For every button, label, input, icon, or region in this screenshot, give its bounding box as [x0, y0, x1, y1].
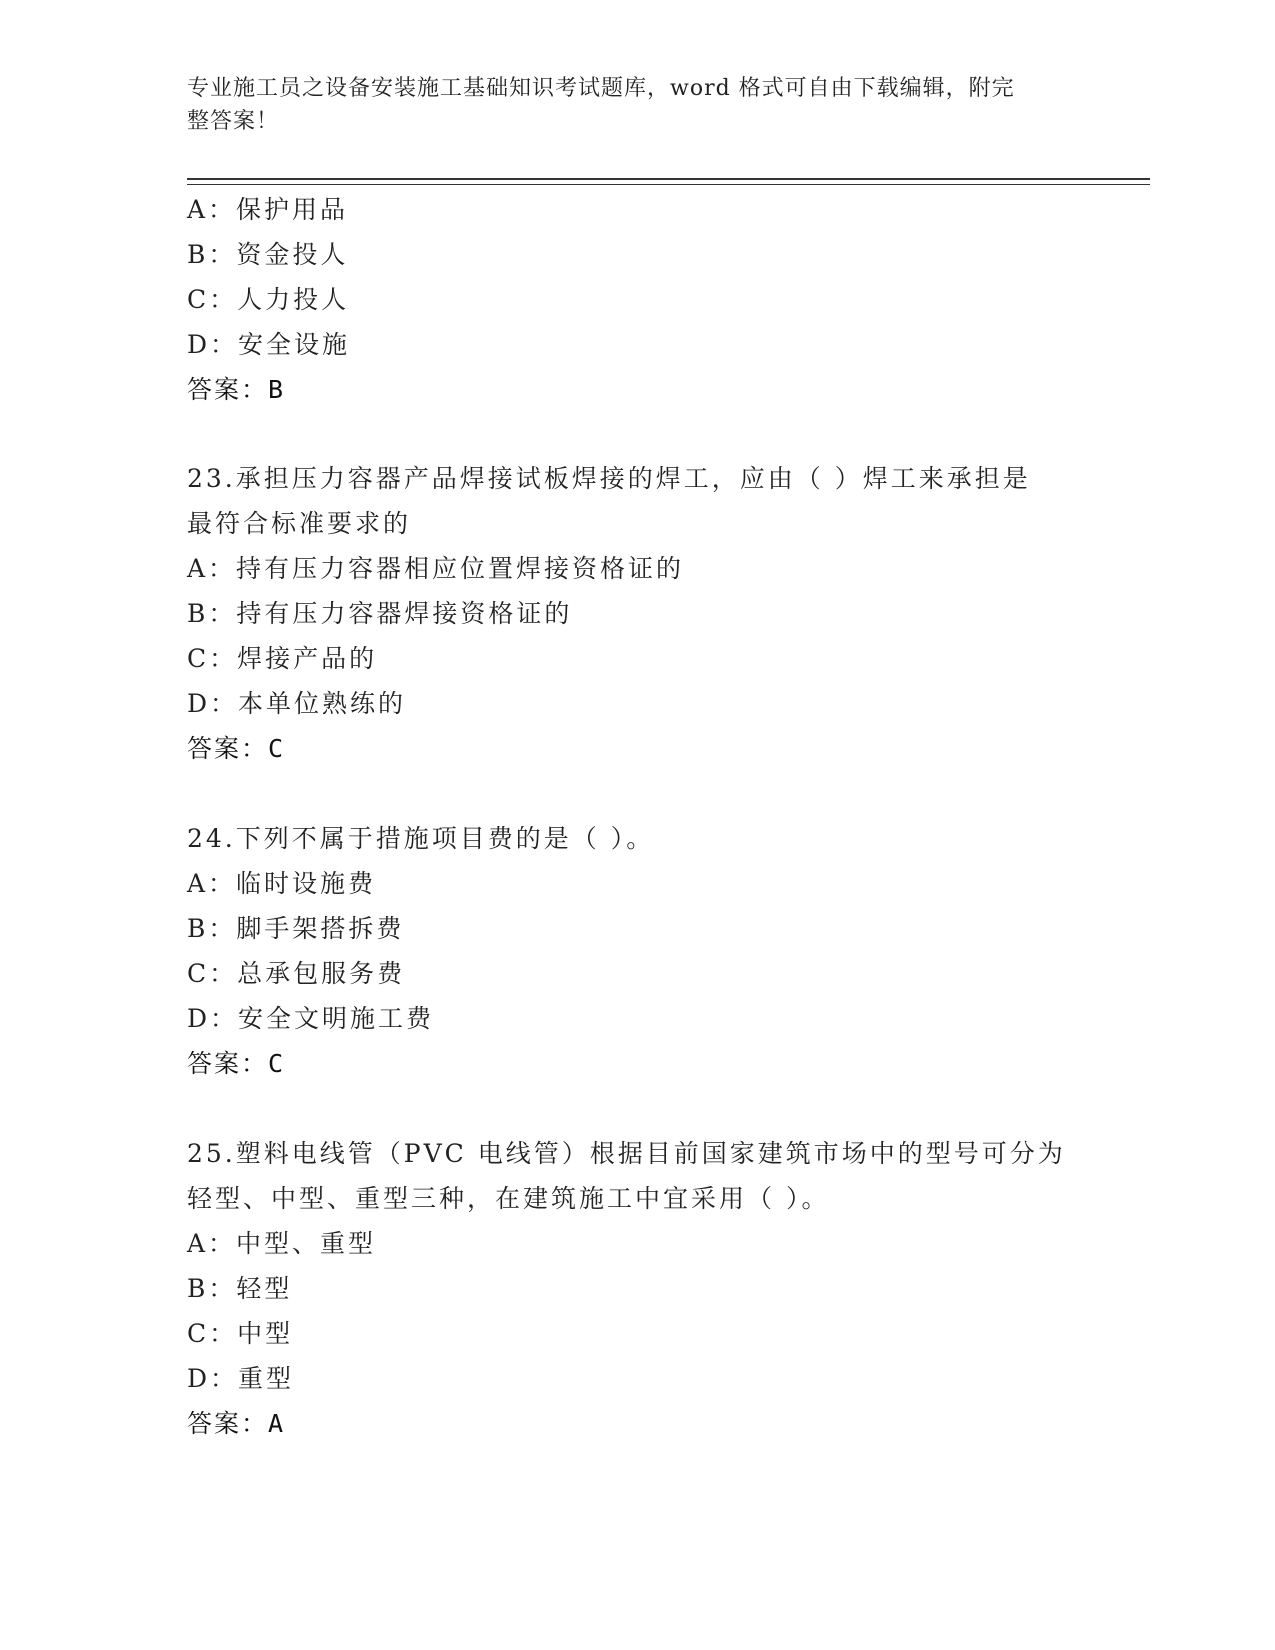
q22-option-d: D：安全设施: [187, 330, 351, 359]
q25-option-c: C：中型: [187, 1319, 294, 1348]
q23-stem-line-1: 23.承担压力容器产品焊接试板焊接的焊工，应由（ ）焊工来承担是: [187, 464, 1031, 493]
q24-stem-line-1: 24.下列不属于措施项目费的是（ ）。: [187, 824, 655, 853]
header-line-1: 专业施工员之设备安装施工基础知识考试题库，word 格式可自由下载编辑，附完: [187, 76, 1015, 101]
page-header: [187, 72, 1067, 138]
q25-answer: 答案：A: [187, 1409, 286, 1438]
q24-answer: 答案：C: [187, 1049, 286, 1078]
q25-option-d: D：重型: [187, 1364, 295, 1393]
q25-option-a: A：中型、重型: [187, 1229, 377, 1258]
q24-option-a: A：临时设施费: [187, 869, 377, 898]
q23-option-c: C：焊接产品的: [187, 644, 378, 673]
q23-option-b: B：持有压力容器焊接资格证的: [187, 599, 573, 628]
q22-option-c: C：人力投人: [187, 285, 350, 314]
q24-option-d: D：安全文明施工费: [187, 1004, 435, 1033]
header-divider-thin: [187, 184, 1150, 185]
q25-stem-line-2: 轻型、中型、重型三种，在建筑施工中宜采用（ ）。: [187, 1184, 830, 1213]
header-line-2: 整答案！: [187, 109, 280, 134]
q22-option-b: B：资金投人: [187, 240, 349, 269]
header-divider-thick: [187, 178, 1150, 180]
q23-answer: 答案：C: [187, 734, 286, 763]
q22-option-a: A：保护用品: [187, 195, 349, 224]
q24-option-c: C：总承包服务费: [187, 959, 406, 988]
q23-stem-line-2: 最符合标准要求的: [187, 509, 412, 538]
q23-option-d: D：本单位熟练的: [187, 689, 407, 718]
q22-answer: 答案：B: [187, 375, 286, 404]
q24-option-b: B：脚手架搭拆费: [187, 914, 405, 943]
q23-option-a: A：持有压力容器相应位置焊接资格证的: [187, 554, 685, 583]
q25-stem-line-1: 25.塑料电线管（PVC 电线管）根据目前国家建筑市场中的型号可分为: [187, 1139, 1066, 1168]
q25-option-b: B：轻型: [187, 1274, 293, 1303]
